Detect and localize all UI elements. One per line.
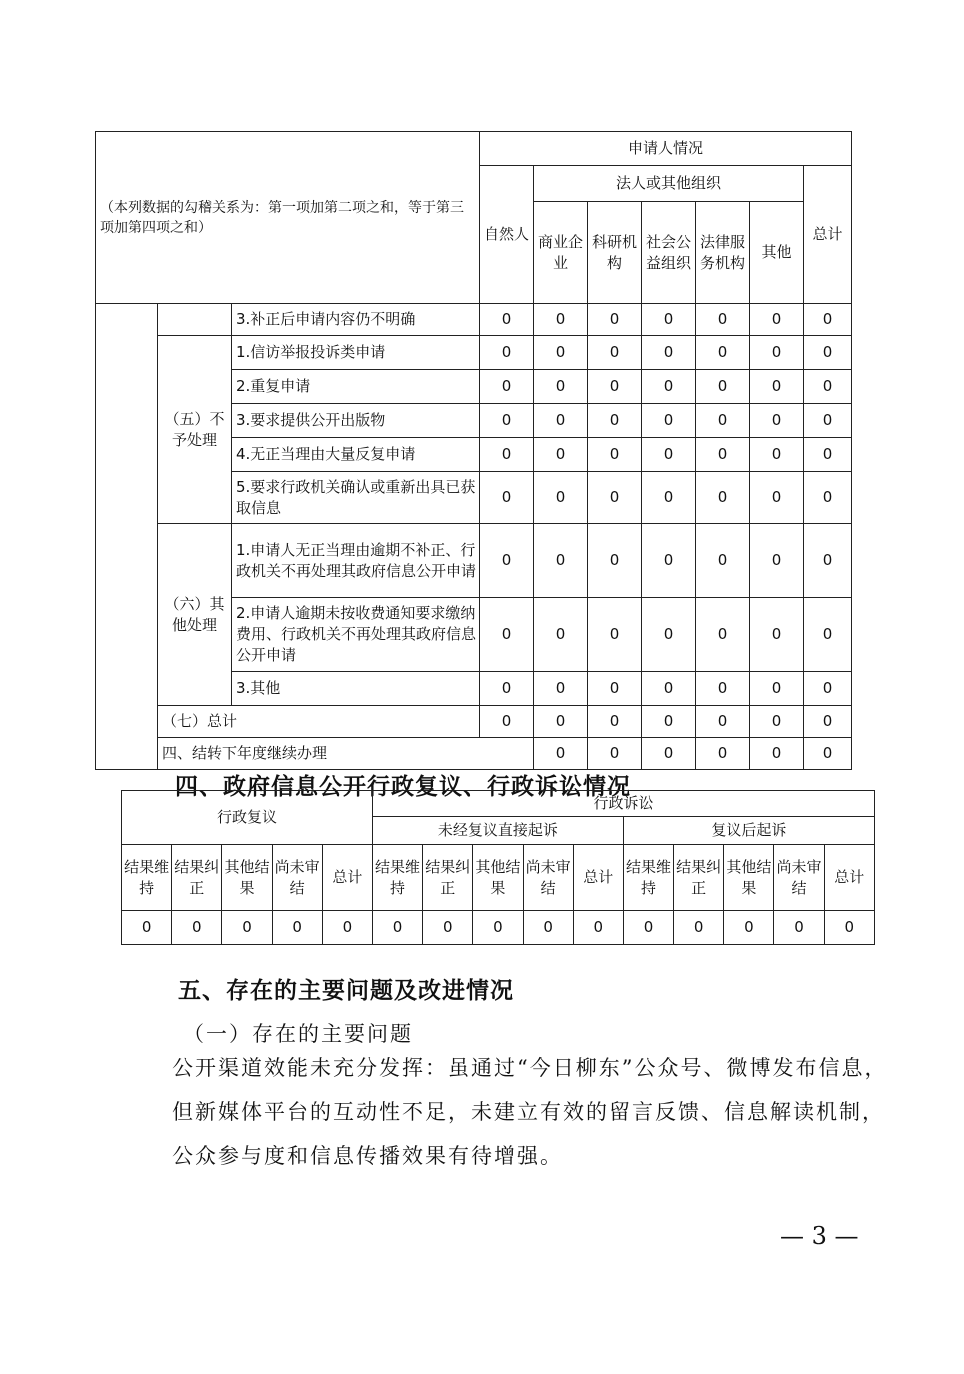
cell-value: 0 — [480, 336, 534, 370]
row-label: 3.其他 — [232, 672, 480, 706]
category-six-label: （六）其他处理 — [158, 524, 232, 706]
cell-value: 0 — [642, 304, 696, 336]
cell-value: 0 — [750, 404, 804, 438]
col-header: 商业企业 — [534, 202, 588, 304]
cell-value: 0 — [804, 598, 852, 672]
cell-value: 0 — [423, 911, 473, 945]
cell-value: 0 — [480, 524, 534, 598]
cell-value: 0 — [222, 911, 272, 945]
cell-value: 0 — [674, 911, 724, 945]
cell-value: 0 — [480, 598, 534, 672]
cell-value: 0 — [588, 404, 642, 438]
col-header: 总计 — [824, 845, 874, 911]
body-paragraph: 公开渠道效能未充分发挥：虽通过“今日柳东”公众号、微博发布信息，但新媒体平台的互动性不足，未建立有效的留言反馈、信息解读机制，公众参与度和信息传播效果有待增强。 — [172, 1056, 888, 1168]
cell-value: 0 — [750, 598, 804, 672]
col-header: 结果纠正 — [423, 845, 473, 911]
direct-suit-header: 未经复议直接起诉 — [372, 817, 623, 845]
cell-value: 0 — [534, 304, 588, 336]
row-label: 3.要求提供公开出版物 — [232, 404, 480, 438]
cell-value: 0 — [588, 336, 642, 370]
row-label: 2.申请人逾期未按收费通知要求缴纳费用、行政机关不再处理其政府信息公开申请 — [232, 598, 480, 672]
cell-value: 0 — [642, 706, 696, 738]
col-header: 结果维持 — [623, 845, 673, 911]
cell-value: 0 — [750, 524, 804, 598]
cell-value: 0 — [696, 370, 750, 404]
cell-value: 0 — [696, 472, 750, 524]
col-header: 结果维持 — [122, 845, 172, 911]
cell-value: 0 — [480, 404, 534, 438]
page-number: — 3 — — [780, 1222, 859, 1250]
legal-group-header: 法人或其他组织 — [534, 166, 804, 202]
section-four-title: 四、政府信息公开行政复议、行政诉讼情况 — [175, 774, 631, 800]
col-header: 结果维持 — [372, 845, 422, 911]
cell-value: 0 — [523, 911, 573, 945]
cell-value: 0 — [588, 738, 642, 770]
application-handling-table — [95, 131, 852, 770]
cell-value: 0 — [480, 438, 534, 472]
cell-value: 0 — [804, 706, 852, 738]
review-header: 行政复议 — [122, 791, 373, 845]
cell-value: 0 — [534, 404, 588, 438]
cell-value: 0 — [696, 738, 750, 770]
section-five-title: 五、存在的主要问题及改进情况 — [178, 978, 514, 1004]
cell-value: 0 — [696, 524, 750, 598]
col-header: 总计 — [322, 845, 372, 911]
cell-value: 0 — [804, 304, 852, 336]
cell-value: 0 — [696, 438, 750, 472]
cell-value: 0 — [804, 672, 852, 706]
cell-value: 0 — [534, 738, 588, 770]
cell-value: 0 — [534, 524, 588, 598]
cell-value: 0 — [480, 472, 534, 524]
cell-value: 0 — [696, 304, 750, 336]
cell-value: 0 — [642, 738, 696, 770]
col-header: 科研机构 — [588, 202, 642, 304]
table-note: （本列数据的勾稽关系为：第一项加第二项之和，等于第三项加第四项之和） — [96, 132, 480, 304]
cell-value: 0 — [750, 472, 804, 524]
total-row-label: （七）总计 — [158, 706, 480, 738]
cell-value: 0 — [534, 598, 588, 672]
cell-value: 0 — [534, 336, 588, 370]
cell-value: 0 — [480, 672, 534, 706]
cell-value: 0 — [272, 911, 322, 945]
cell-value: 0 — [696, 336, 750, 370]
row-label: 1.信访举报投诉类申请 — [232, 336, 480, 370]
cell-value: 0 — [623, 911, 673, 945]
cell-value: 0 — [642, 672, 696, 706]
after-review-header: 复议后起诉 — [623, 817, 874, 845]
cell-value: 0 — [724, 911, 774, 945]
applicant-group-header: 申请人情况 — [480, 132, 852, 166]
total-header: 总计 — [804, 166, 852, 304]
cell-value: 0 — [372, 911, 422, 945]
cell-value: 0 — [480, 370, 534, 404]
carry-forward-label: 四、结转下年度继续办理 — [158, 738, 534, 770]
cell-value: 0 — [696, 404, 750, 438]
cell-value: 0 — [804, 336, 852, 370]
col-header: 总计 — [573, 845, 623, 911]
cell-value: 0 — [804, 738, 852, 770]
cell-value: 0 — [534, 370, 588, 404]
col-header: 其他结果 — [222, 845, 272, 911]
col-header: 其他 — [750, 202, 804, 304]
cell-value: 0 — [588, 472, 642, 524]
cell-value: 0 — [750, 672, 804, 706]
cell-value: 0 — [172, 911, 222, 945]
row-label: 5.要求行政机关确认或重新出具已获取信息 — [232, 472, 480, 524]
cell-value: 0 — [774, 911, 824, 945]
cell-value: 0 — [750, 438, 804, 472]
review-litigation-table — [121, 790, 875, 945]
cell-value: 0 — [480, 304, 534, 336]
cell-value: 0 — [750, 738, 804, 770]
cell-value: 0 — [534, 672, 588, 706]
cell-value: 0 — [473, 911, 523, 945]
cell-value: 0 — [642, 472, 696, 524]
subsection-title: （一）存在的主要问题 — [183, 1022, 413, 1046]
cell-value: 0 — [642, 404, 696, 438]
outer-blank-cell — [96, 304, 158, 770]
cell-value: 0 — [588, 706, 642, 738]
cell-value: 0 — [534, 472, 588, 524]
cell-value: 0 — [588, 524, 642, 598]
col-header: 尚未审结 — [272, 845, 322, 911]
cell-value: 0 — [588, 304, 642, 336]
col-header: 尚未审结 — [774, 845, 824, 911]
col-header: 社会公益组织 — [642, 202, 696, 304]
cell-value: 0 — [588, 598, 642, 672]
litigation-header: 行政诉讼 — [372, 791, 874, 817]
cell-value: 0 — [804, 472, 852, 524]
category-five-label: （五）不予处理 — [158, 336, 232, 524]
cell-value: 0 — [534, 438, 588, 472]
cell-value: 0 — [642, 370, 696, 404]
cell-value: 0 — [573, 911, 623, 945]
row-label: 2.重复申请 — [232, 370, 480, 404]
row-label: 4.无正当理由大量反复申请 — [232, 438, 480, 472]
cell-value: 0 — [642, 598, 696, 672]
row-label: 1.申请人无正当理由逾期不补正、行政机关不再处理其政府信息公开申请 — [232, 524, 480, 598]
cell-value: 0 — [696, 706, 750, 738]
cell-value: 0 — [480, 706, 534, 738]
cell-value: 0 — [804, 524, 852, 598]
cell-value: 0 — [750, 370, 804, 404]
blank-cell — [158, 304, 232, 336]
cell-value: 0 — [696, 598, 750, 672]
col-header: 法律服务机构 — [696, 202, 750, 304]
col-header: 其他结果 — [724, 845, 774, 911]
cell-value: 0 — [642, 336, 696, 370]
cell-value: 0 — [322, 911, 372, 945]
cell-value: 0 — [824, 911, 874, 945]
cell-value: 0 — [588, 672, 642, 706]
col-header: 结果纠正 — [674, 845, 724, 911]
cell-value: 0 — [804, 404, 852, 438]
cell-value: 0 — [642, 524, 696, 598]
cell-value: 0 — [750, 336, 804, 370]
cell-value: 0 — [804, 438, 852, 472]
row-label: 3.补正后申请内容仍不明确 — [232, 304, 480, 336]
cell-value: 0 — [588, 438, 642, 472]
cell-value: 0 — [588, 370, 642, 404]
cell-value: 0 — [696, 672, 750, 706]
cell-value: 0 — [642, 438, 696, 472]
cell-value: 0 — [122, 911, 172, 945]
col-header: 结果纠正 — [172, 845, 222, 911]
natural-person-header: 自然人 — [480, 166, 534, 304]
col-header: 其他结果 — [473, 845, 523, 911]
cell-value: 0 — [804, 370, 852, 404]
cell-value: 0 — [750, 304, 804, 336]
cell-value: 0 — [750, 706, 804, 738]
cell-value: 0 — [534, 706, 588, 738]
col-header: 尚未审结 — [523, 845, 573, 911]
